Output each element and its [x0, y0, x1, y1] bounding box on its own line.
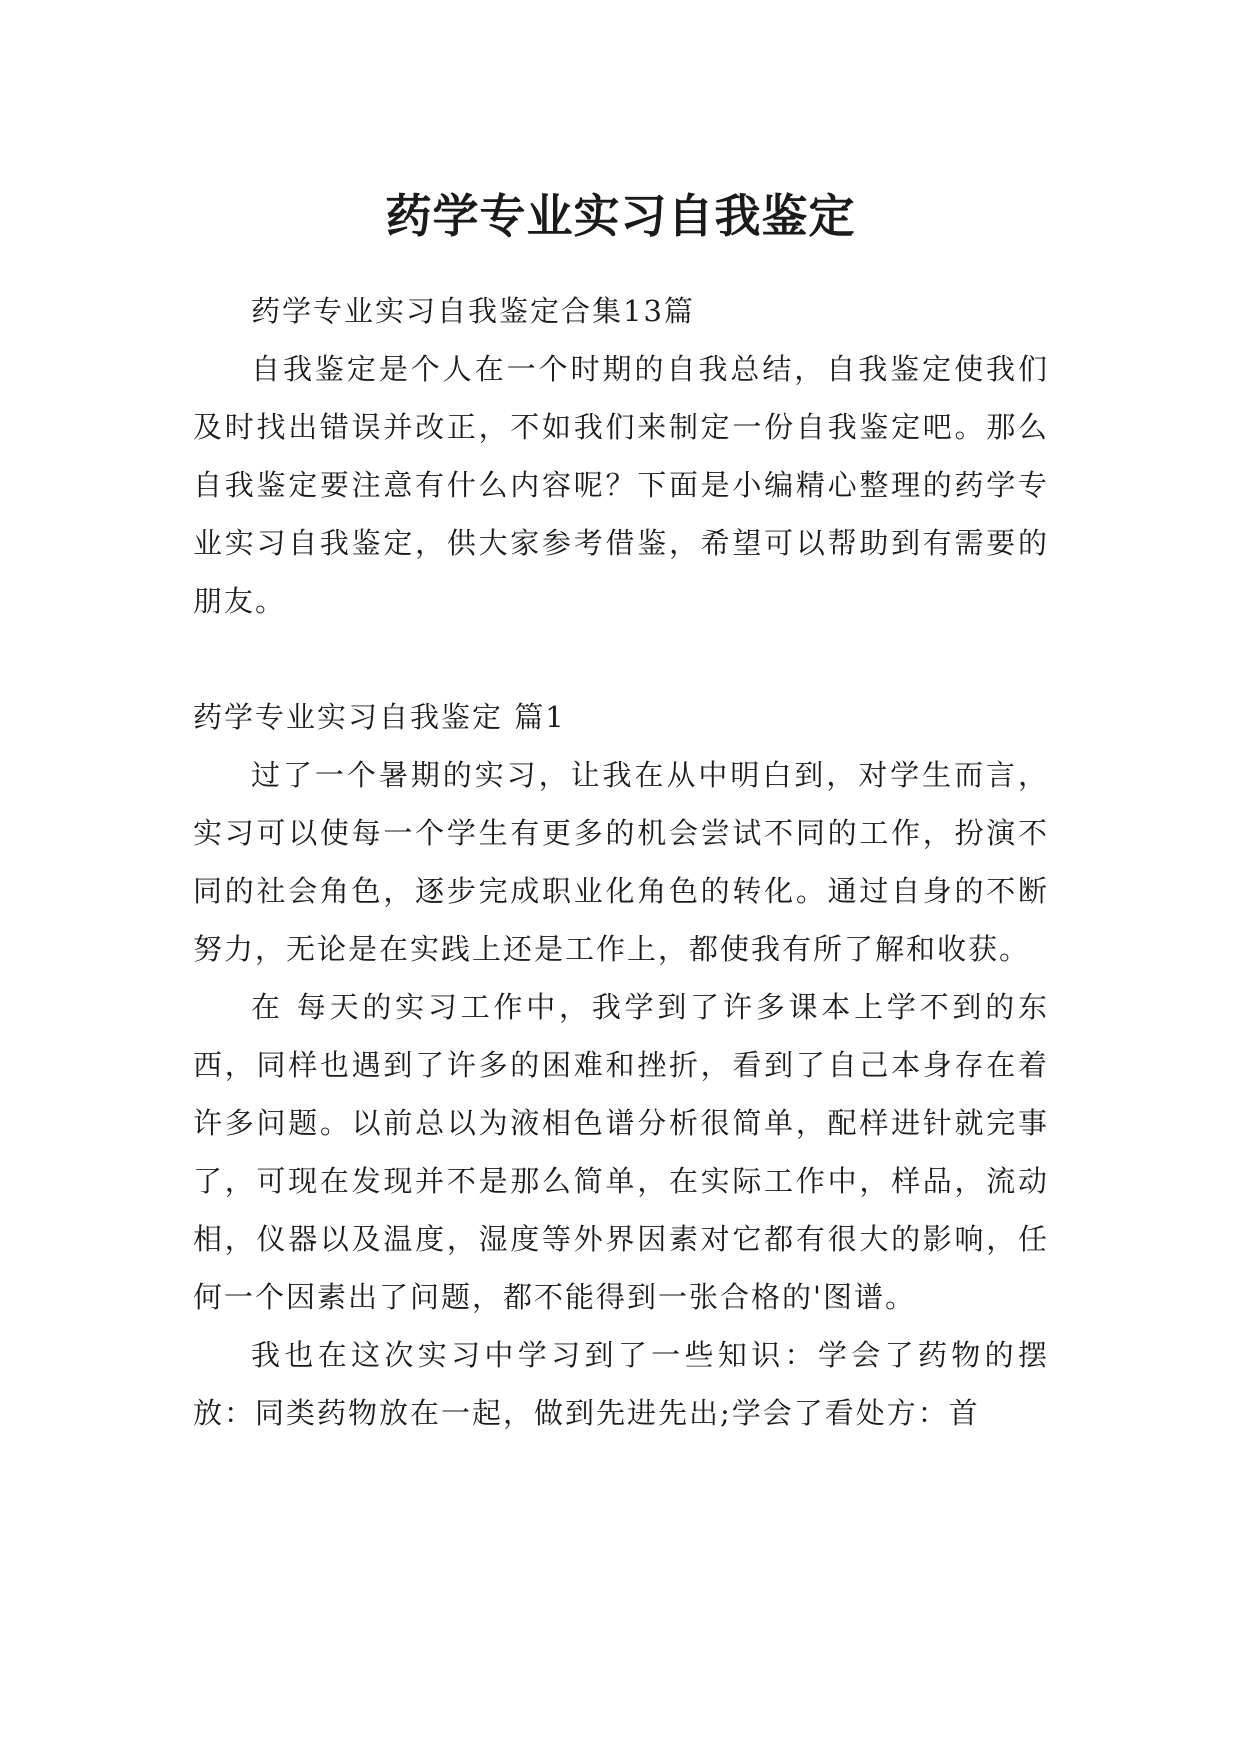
body-paragraph: 我也在这次实习中学习到了一些知识：学会了药物的摆放：同类药物放在一起，做到先进先出;学会了看处方：首	[193, 1338, 1049, 1430]
body-paragraph: 在 每天的实习工作中，我学到了许多课本上学不到的东西，同样也遇到了许多的困难和挫折，看到了自己本身存在着许多问题。以前总以为液相色谱分析很简单，配样进针就完事了，可现在发现并不是那么简单，在实际工作中，样品，流动相，仪器以及温度，湿度等外界因素对它都有很大的影响，任何一个因素出了问题，都不能得到一张合格的'图谱。	[193, 990, 1049, 1314]
document-title: 药学专业实习自我鉴定	[385, 188, 856, 243]
body-paragraph: 过了一个暑期的实习，让我在从中明白到，对学生而言，实习可以使每一个学生有更多的机会尝试不同的工作，扮演不同的社会角色，逐步完成职业化角色的转化。通过自身的不断努力，无论是在实践上还是工作上，都使我有所了解和收获。	[193, 758, 1049, 966]
intro-paragraph: 自我鉴定是个人在一个时期的自我总结，自我鉴定使我们及时找出错误并改正，不如我们来制定一份自我鉴定吧。那么自我鉴定要注意有什么内容呢？下面是小编精心整理的药学专业实习自我鉴定，供大家参考借鉴，希望可以帮助到有需要的朋友。	[193, 352, 1049, 618]
collection-subtitle: 药学专业实习自我鉴定合集13篇	[251, 294, 695, 328]
document-body	[193, 282, 1049, 1442]
section-heading: 药学专业实习自我鉴定 篇1	[193, 700, 566, 734]
